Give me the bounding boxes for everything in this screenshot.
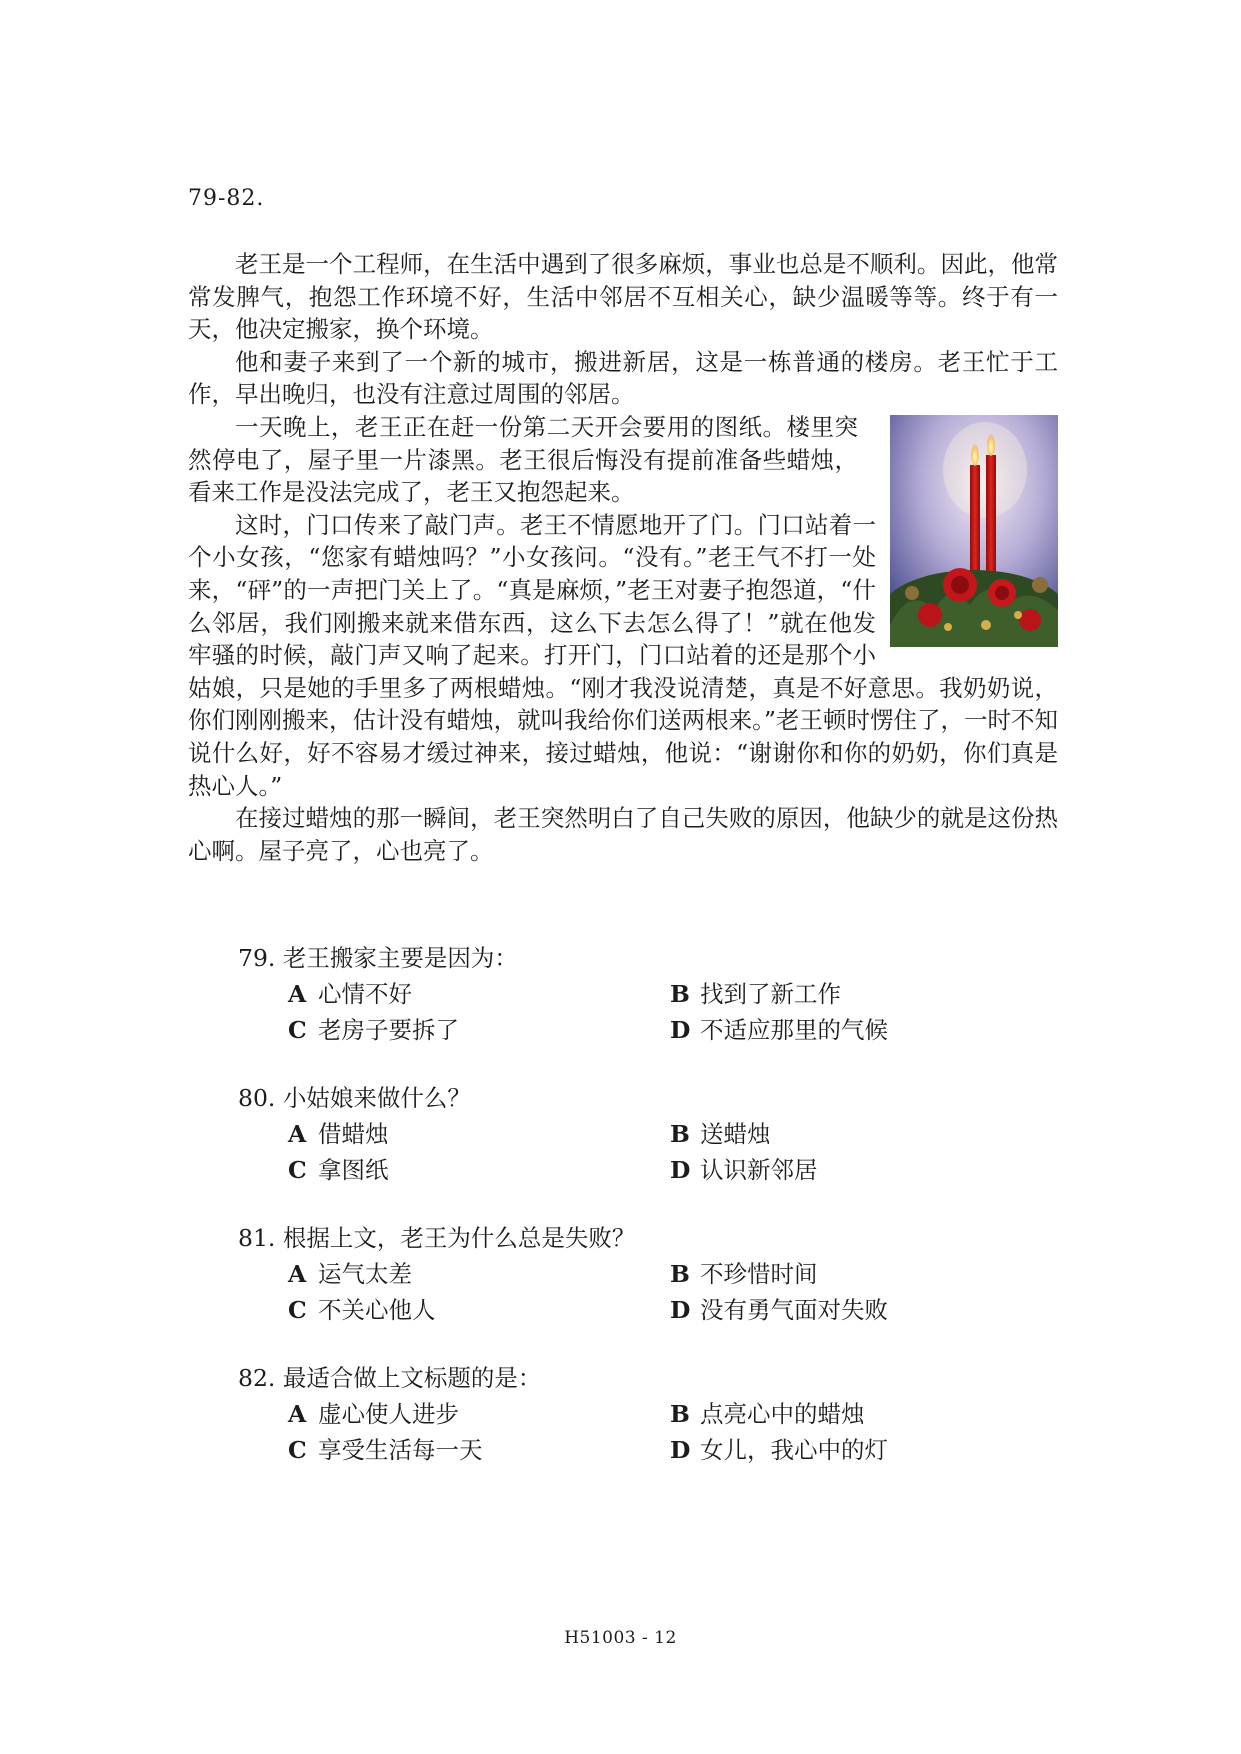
question-number: 81. bbox=[238, 1224, 276, 1252]
option-text: 没有勇气面对失败 bbox=[700, 1296, 888, 1324]
question-text: 小姑娘来做什么？ bbox=[282, 1084, 471, 1112]
option-text: 女儿，我心中的灯 bbox=[700, 1436, 888, 1464]
question-text: 根据上文，老王为什么总是失败？ bbox=[282, 1224, 636, 1252]
option-letter: C bbox=[288, 1436, 307, 1464]
option-text: 运气太差 bbox=[318, 1260, 412, 1288]
option-letter: D bbox=[670, 1016, 691, 1044]
option-letter: B bbox=[670, 980, 690, 1008]
answer-options bbox=[238, 1396, 998, 1468]
answer-options bbox=[238, 1116, 998, 1188]
option-letter: C bbox=[288, 1296, 307, 1324]
question-number: 79. bbox=[238, 944, 276, 972]
option-d[interactable] bbox=[670, 1012, 998, 1048]
option-letter: D bbox=[670, 1296, 691, 1324]
option-text: 享受生活每一天 bbox=[318, 1436, 483, 1464]
option-text: 借蜡烛 bbox=[318, 1120, 389, 1148]
option-letter: B bbox=[670, 1400, 690, 1428]
passage-paragraph-4: 这时，门口传来了敲门声。老王不情愿地开了门。门口站着一个小女孩，“您家有蜡烛吗？”小女孩问。“没有。”老王气不打一处来，“砰”的一声把门关上了。“真是麻烦，”老王对妻子抱怨道，“什么邻居，我们刚搬来就来借东西，这么下去怎么得了！”就在他发牢骚的时候，敲门声又响了起来。打开门，门口站着的还是那个小姑娘，只是她的手里多了两根蜡烛。“刚才我没说清楚，真是不好意思。我奶奶说，你们刚刚搬来，估计没有蜡烛，就叫我给你们送两根来。”老王顿时愣住了，一时不知说什么好，好不容易才缓过神来，接过蜡烛，他说：“谢谢你和你的奶奶，你们真是热心人。” bbox=[188, 510, 1058, 800]
option-text: 送蜡烛 bbox=[700, 1120, 771, 1148]
option-letter: B bbox=[670, 1260, 690, 1288]
option-text: 认识新邻居 bbox=[700, 1156, 818, 1184]
option-letter: A bbox=[288, 1260, 307, 1288]
option-letter: C bbox=[288, 1016, 307, 1044]
question-number: 80. bbox=[238, 1084, 276, 1112]
reading-passage bbox=[188, 248, 1058, 867]
option-text: 心情不好 bbox=[318, 980, 412, 1008]
option-text: 不珍惜时间 bbox=[700, 1260, 818, 1288]
question-stem bbox=[238, 940, 998, 976]
option-d[interactable] bbox=[670, 1432, 998, 1468]
section-label: 79-82. bbox=[188, 186, 265, 211]
passage-paragraph-5: 在接过蜡烛的那一瞬间，老王突然明白了自己失败的原因，他缺少的就是这份热心啊。屋子亮了，心也亮了。 bbox=[188, 804, 1058, 865]
option-a[interactable] bbox=[288, 1396, 670, 1432]
option-d[interactable] bbox=[670, 1152, 998, 1188]
question-80 bbox=[238, 1080, 998, 1188]
option-letter: B bbox=[670, 1120, 690, 1148]
option-text: 不适应那里的气候 bbox=[700, 1016, 888, 1044]
question-stem bbox=[238, 1220, 998, 1256]
question-stem bbox=[238, 1360, 998, 1396]
option-text: 虚心使人进步 bbox=[318, 1400, 459, 1428]
option-letter: A bbox=[288, 1120, 307, 1148]
option-c[interactable] bbox=[288, 1152, 670, 1188]
option-b[interactable] bbox=[670, 976, 998, 1012]
question-82 bbox=[238, 1360, 998, 1468]
option-text: 老房子要拆了 bbox=[318, 1016, 459, 1044]
question-text: 最适合做上文标题的是： bbox=[282, 1364, 542, 1392]
passage-paragraph-3: 一天晚上，老王正在赶一份第二天开会要用的图纸。楼里突然停电了，屋子里一片漆黑。老王很后悔没有提前准备些蜡烛，看来工作是没法完成了，老王又抱怨起来。 bbox=[188, 412, 858, 507]
option-text: 拿图纸 bbox=[318, 1156, 389, 1184]
option-b[interactable] bbox=[670, 1396, 998, 1432]
option-letter: A bbox=[288, 980, 307, 1008]
question-list bbox=[238, 940, 998, 1500]
option-letter: A bbox=[288, 1400, 307, 1428]
option-a[interactable] bbox=[288, 976, 670, 1012]
option-b[interactable] bbox=[670, 1116, 998, 1152]
page-footer: H51003 - 12 bbox=[564, 1628, 677, 1648]
question-79 bbox=[238, 940, 998, 1048]
option-d[interactable] bbox=[670, 1292, 998, 1328]
option-c[interactable] bbox=[288, 1292, 670, 1328]
passage-paragraph-2: 他和妻子来到了一个新的城市，搬进新居，这是一栋普通的楼房。老王忙于工作，早出晚归，也没有注意过周围的邻居。 bbox=[188, 347, 1058, 409]
option-a[interactable] bbox=[288, 1256, 670, 1292]
option-a[interactable] bbox=[288, 1116, 670, 1152]
answer-options bbox=[238, 1256, 998, 1328]
option-letter: C bbox=[288, 1156, 307, 1184]
option-c[interactable] bbox=[288, 1012, 670, 1048]
candles-photo bbox=[890, 415, 1058, 647]
answer-options bbox=[238, 976, 998, 1048]
passage-paragraph-1: 老王是一个工程师，在生活中遇到了很多麻烦，事业也总是不顺利。因此，他常常发脾气，抱怨工作环境不好，生活中邻居不互相关心，缺少温暖等等。终于有一天，他决定搬家，换个环境。 bbox=[188, 250, 1058, 344]
question-stem bbox=[238, 1080, 998, 1116]
question-number: 82. bbox=[238, 1364, 276, 1392]
option-letter: D bbox=[670, 1436, 691, 1464]
option-b[interactable] bbox=[670, 1256, 998, 1292]
option-text: 不关心他人 bbox=[318, 1296, 436, 1324]
question-81 bbox=[238, 1220, 998, 1328]
option-letter: D bbox=[670, 1156, 691, 1184]
question-text: 老王搬家主要是因为： bbox=[282, 944, 518, 972]
option-c[interactable] bbox=[288, 1432, 670, 1468]
option-text: 找到了新工作 bbox=[700, 980, 841, 1008]
option-text: 点亮心中的蜡烛 bbox=[700, 1400, 865, 1428]
